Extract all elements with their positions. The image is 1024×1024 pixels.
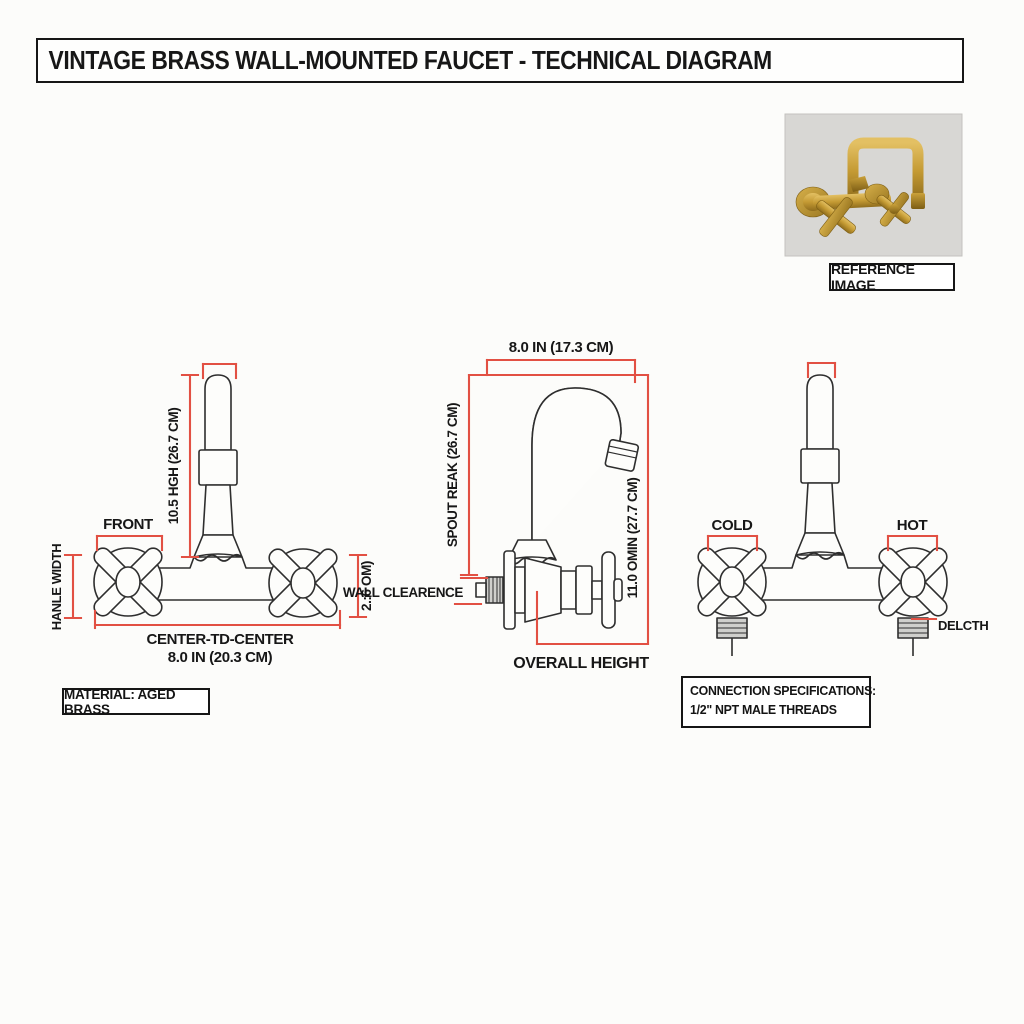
overall-height-label: OVERALL HEIGHT [513, 655, 649, 672]
handle-left [91, 545, 165, 619]
height-dimension-label: 10.5 HGH (26.7 CM) [166, 407, 181, 525]
overall-height-dimension: 11.0 OMIN (27.7 CM) [625, 477, 640, 599]
material-text: MATERIAL: AGED BRASS [64, 686, 176, 717]
front-label: FRONT [103, 516, 153, 533]
hot-supply-shank [898, 618, 928, 656]
valve-body [525, 558, 561, 622]
cold-handle [695, 545, 769, 619]
handle-height-dimension-label: 2.:6 OM) [359, 560, 374, 612]
spout-pipe [205, 375, 231, 450]
cold-supply-shank [717, 618, 747, 656]
cold-label: COLD [711, 517, 753, 534]
hot-label: HOT [896, 517, 928, 534]
spout-reach-dimension: SPOUT REAK (26.7 CM) [445, 402, 460, 548]
front-view-diagram [40, 345, 390, 680]
connection-spec-box [681, 676, 876, 728]
brass-faucet-photo [785, 114, 962, 256]
connection-spec-line1: CONNECTION SPECIFICATIONS: [690, 683, 876, 698]
reference-photo [785, 114, 962, 256]
photo-aerator [911, 193, 925, 209]
center-to-center-dimension: 8.0 IN (20.3 CM) [167, 649, 273, 666]
connections-view-drawing [695, 375, 950, 656]
side-handle [602, 552, 622, 628]
spout-pipe [807, 375, 833, 449]
threaded-nipple [476, 577, 503, 603]
side-view-drawing [476, 388, 639, 629]
reference-label [829, 263, 955, 291]
page-title: VINTAGE BRASS WALL-MOUNTED FAUCET - TECHNICAL DIAGRAM [48, 45, 772, 75]
handle-width-label: HANLE WIDTH [49, 543, 64, 631]
handle-right [266, 546, 340, 620]
wall-clearance-label: WALL CLEARENCE [342, 585, 463, 600]
aerator [605, 439, 639, 471]
reference-label-text: REFERENCE IMAGE [831, 261, 915, 293]
title-bar [36, 38, 964, 83]
hot-handle [876, 545, 950, 619]
center-to-center-label: CENTER-TD-CENTER [146, 631, 294, 648]
connections-view-diagram [675, 345, 1015, 675]
depth-label: DELCTH [938, 618, 989, 633]
wall-flange [504, 551, 515, 629]
material-box [62, 688, 210, 715]
spout-width-dimension: 8.0 IN (17.3 CM) [508, 339, 614, 356]
front-view-drawing [91, 375, 340, 620]
connection-spec-line2: 1/2" NPT MALE THREADS [690, 702, 837, 717]
